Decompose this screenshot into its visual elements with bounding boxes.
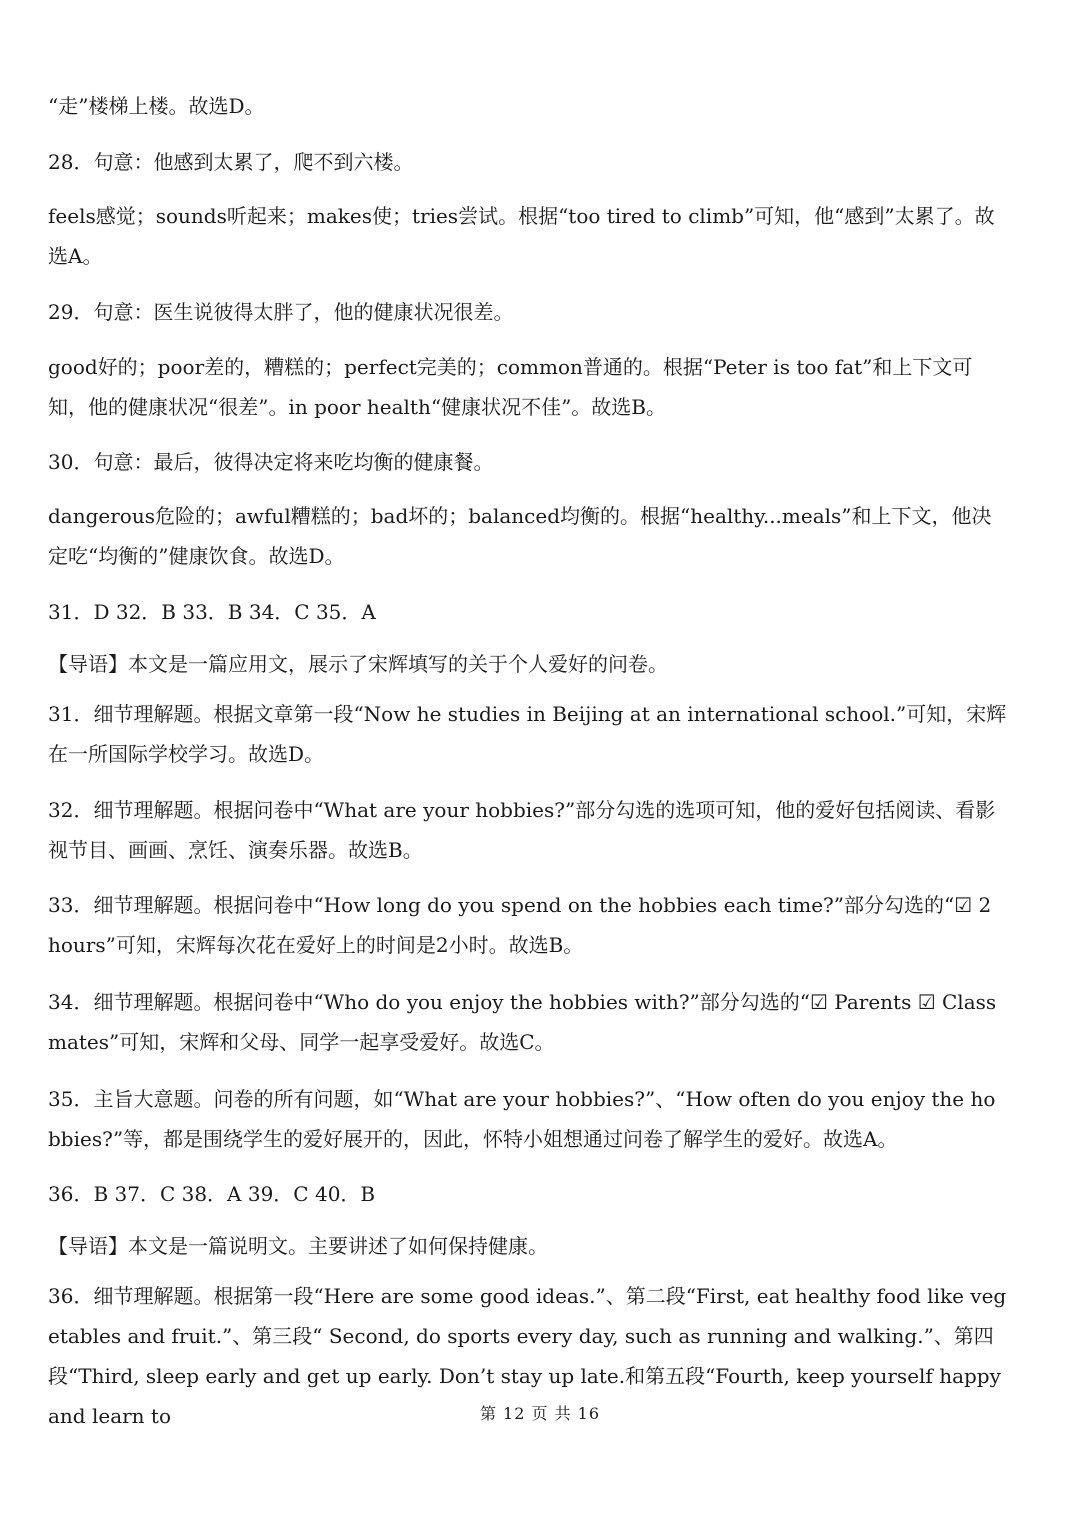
paragraph-30-meaning: 30．句意：最后，彼得决定将来吃均衡的健康餐。 <box>48 450 494 474</box>
intro-36-40: 【导语】本文是一篇说明文。主要讲述了如何保持健康。 <box>48 1234 548 1258</box>
intro-31-35: 【导语】本文是一篇应用文，展示了宋辉填写的关于个人爱好的问卷。 <box>48 652 668 676</box>
paragraph-30-explanation: dangerous危险的；awful糟糕的；bad坏的；balanced均衡的。根据“healthy...meals”和上下文，他决定吃“均衡的”健康饮食。故选D。 <box>48 504 992 568</box>
paragraph-28-meaning: 28．句意：他感到太累了，爬不到六楼。 <box>48 150 414 174</box>
paragraph-36-explanation: 36．细节理解题。根据第一段“Here are some good ideas.”、第二段“First, eat healthy food like vegetables and fruit.”、第三段“ Second, do sports every day, such as running and walking.”、第四段“Third, sleep early and get up early. Don’t stay up late.和第五段“Fourth, keep yourself happy and learn to <box>48 1284 1007 1428</box>
paragraph-32-explanation: 32．细节理解题。根据问卷中“What are your hobbies?”部分勾选的选项可知，他的爱好包括阅读、看影视节目、画画、烹饪、演奏乐器。故选B。 <box>48 798 996 862</box>
paragraph-35-explanation: 35．主旨大意题。问卷的所有问题，如“What are your hobbies?”、“How often do you enjoy the hobbies?”等，都是围绕学生的爱好展开的，因此，怀特小姐想通过问卷了解学生的爱好。故选A。 <box>48 1087 996 1151</box>
answers-36-40: 36．B 37．C 38．A 39．C 40．B <box>48 1182 376 1206</box>
paragraph-27-end: “走”楼梯上楼。故选D。 <box>48 94 265 118</box>
paragraph-29-meaning: 29．句意：医生说彼得太胖了，他的健康状况很差。 <box>48 300 514 324</box>
paragraph-31-explanation: 31．细节理解题。根据文章第一段“Now he studies in Beijing at an international school.”可知，宋辉在一所国际学校学习。故选D。 <box>48 702 1007 766</box>
paragraph-29-explanation: good好的；poor差的，糟糕的；perfect完美的；common普通的。根据“Peter is too fat”和上下文可知，他的健康状况“很差”。in poor health“健康状况不佳”。故选B。 <box>48 355 973 419</box>
page-number-footer: 第 12 页 共 16 <box>479 1404 601 1423</box>
paragraph-28-explanation: feels感觉；sounds听起来；makes使；tries尝试。根据“too tired to climb”可知，他“感到”太累了。故选A。 <box>48 204 995 268</box>
paragraph-34-explanation: 34．细节理解题。根据问卷中“Who do you enjoy the hobbies with?”部分勾选的“☑ Parents ☑ Classmates”可知，宋辉和父母、同学一起享受爱好。故选C。 <box>48 990 997 1054</box>
paragraph-33-explanation: 33．细节理解题。根据问卷中“How long do you spend on the hobbies each time?”部分勾选的“☑ 2 hours”可知，宋辉每次花在爱好上的时间是2小时。故选B。 <box>48 893 992 957</box>
answers-31-35: 31．D 32．B 33．B 34．C 35．A <box>48 600 376 624</box>
